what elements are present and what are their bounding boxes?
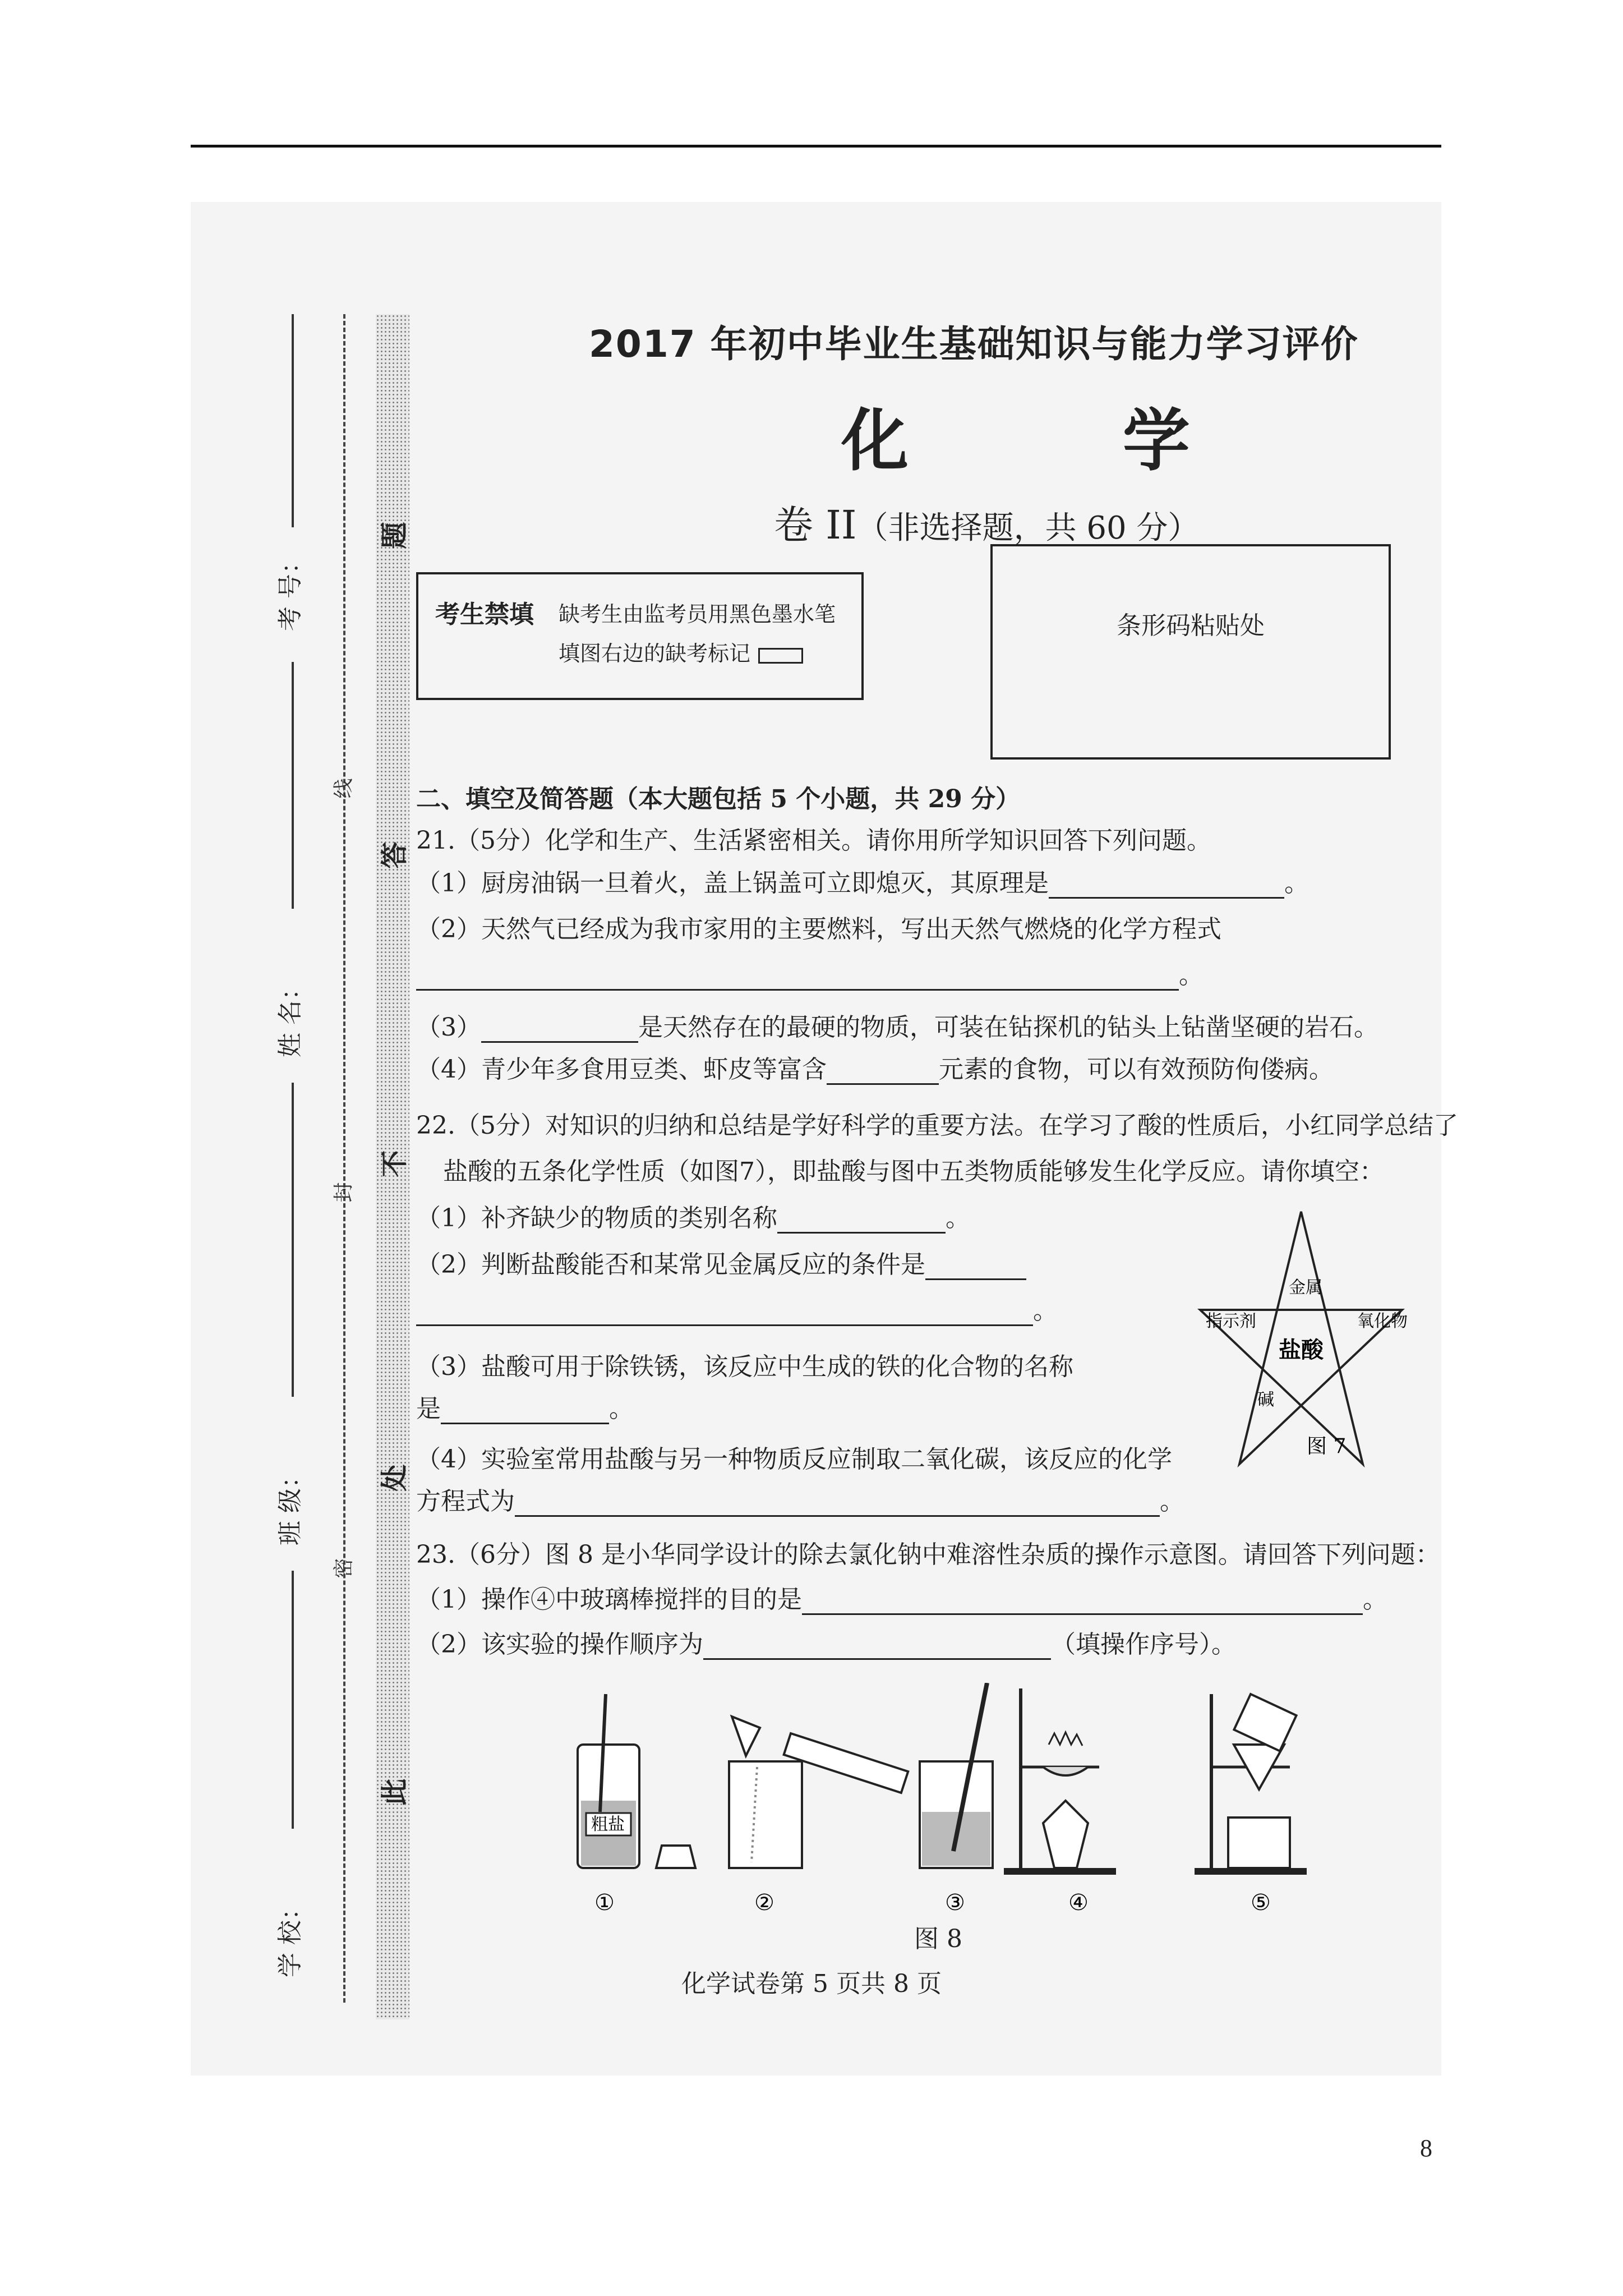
seal-char-3: 不 [379, 1150, 411, 1177]
q23-part1-end: 。 [1363, 1585, 1387, 1614]
q22-part2-text: （2）判断盐酸能否和某常见金属反应的条件是 [416, 1250, 925, 1279]
q22-part1 [416, 1198, 970, 1234]
q21-part4-text: （4）青少年多食用豆类、虾皮等富含 [416, 1055, 827, 1084]
step-label-5: ⑤ [1251, 1890, 1271, 1916]
q21-part4 [416, 1049, 1334, 1085]
q23-part1-blank[interactable] [802, 1591, 1363, 1615]
q21-part1-text: （1）厨房油锅一旦着火，盖上锅盖可立即熄灭，其原理是 [416, 869, 1049, 898]
q22-part4: （4）实验室常用盐酸与另一种物质反应制取二氧化碳，该反应的化学 [416, 1445, 1172, 1474]
q21-part2-blank[interactable] [416, 967, 1179, 991]
q21-stem: 21.（5分）化学和生产、生活紧密相关。请你用所学知识回答下列问题。 [416, 826, 1211, 855]
figure-7-caption: 图 7 [1307, 1435, 1347, 1458]
step5-filtering [1195, 1694, 1307, 1875]
star-base: 碱 [1257, 1390, 1274, 1410]
line-mark: 线 [332, 778, 356, 799]
q21-part1-blank[interactable] [1049, 875, 1284, 899]
q22-part2-blank2[interactable] [416, 1302, 1033, 1326]
q21-part3-num: （3） [416, 1013, 481, 1042]
star-indicator: 指示剂 [1206, 1312, 1256, 1331]
q23-part1-text: （1）操作④中玻璃棒搅拌的目的是 [416, 1585, 802, 1614]
q21-part3-text: 是天然存在的最硬的物质，可装在钻探机的钻头上钻凿坚硬的岩石。 [638, 1013, 1378, 1042]
q21-part2-end: 。 [1179, 961, 1204, 990]
q22-part2-blank[interactable] [925, 1256, 1026, 1280]
q21-part1-end: 。 [1284, 869, 1309, 898]
seal-char-1: 题 [379, 522, 411, 549]
q22-part2 [416, 1244, 1026, 1280]
step3-dissolving [920, 1683, 993, 1868]
seal-mark: 封 [332, 1182, 356, 1203]
step-label-2: ② [754, 1890, 774, 1916]
secret-mark: 密 [332, 1558, 356, 1579]
q21-part4-text2: 元素的食物，可以有效预防佝偻病。 [939, 1055, 1334, 1084]
paper-number: 卷 II [774, 502, 857, 548]
q21-part2: （2）天然气已经成为我市家用的主要燃料，写出天然气燃烧的化学方程式 [416, 915, 1221, 944]
q21-part3-blank[interactable] [481, 1019, 638, 1043]
q22-part1-end: 。 [946, 1204, 970, 1232]
name-blank-top [292, 662, 294, 909]
exam-title: 2017 年初中毕业生基础知识与能力学习评价 [589, 323, 1359, 366]
q22-part4-cont [416, 1481, 1184, 1517]
q22-part3-blank[interactable] [441, 1400, 609, 1424]
barcode-label: 条形码粘贴处 [1117, 611, 1265, 640]
q22-part3-is: 是 [416, 1395, 441, 1423]
page-number: 8 [1420, 2134, 1432, 2162]
paper-subtitle [774, 494, 1199, 550]
exam-no-blank [292, 314, 294, 527]
q22-part3-cont [416, 1388, 634, 1424]
q22-part4-blank[interactable] [515, 1493, 1160, 1517]
q22-stem-1: 22.（5分）对知识的归纳和总结是学好科学的重要方法。在学习了酸的性质后，小红同学总结了 [416, 1111, 1458, 1140]
seal-char-5: 此 [379, 1778, 411, 1806]
q22-part3: （3）盐酸可用于除铁锈，该反应中生成的铁的化合物的名称 [416, 1352, 1073, 1381]
q23-part2-blank[interactable] [703, 1636, 1051, 1660]
q23-part1 [416, 1579, 1387, 1615]
q22-part3-end: 。 [609, 1395, 634, 1423]
absent-box-line1: 缺考生由监考员用黑色墨水笔 [559, 602, 836, 627]
q22-part2-end: 。 [1033, 1296, 1058, 1325]
q23-part2-text: （2）该实验的操作顺序为 [416, 1630, 703, 1659]
absent-box-line2-text: 填图右边的缺考标记 [559, 641, 751, 666]
absent-box-label: 考生禁填 [435, 600, 534, 629]
q23-part2-tail: （填操作序号）。 [1051, 1630, 1236, 1659]
q21-part1 [416, 863, 1309, 899]
section-heading: 二、填空及简答题（本大题包括 5 个小题，共 29 分） [416, 785, 1021, 813]
q22-part1-text: （1）补齐缺少的物质的类别名称 [416, 1204, 777, 1232]
name-label: 姓 名： [276, 976, 305, 1057]
q22-part4-end: 。 [1160, 1487, 1184, 1516]
figure-8-procedure [561, 1683, 1357, 1918]
subject-title: 化 学 [841, 402, 1285, 480]
paper-note: （非选择题，共 60 分） [856, 510, 1200, 546]
seal-char-2: 答 [379, 841, 411, 869]
absent-box [416, 572, 864, 700]
absent-mark-box[interactable] [758, 648, 803, 664]
q22-stem-2: 盐酸的五条化学性质（如图7），即盐酸与图中五类物质能够发生化学反应。请你填空： [443, 1157, 1384, 1186]
name-blank [292, 1083, 294, 1397]
coarse-salt-label: 粗盐 [591, 1815, 625, 1834]
class-blank [292, 1571, 294, 1829]
star-center-hcl: 盐酸 [1279, 1337, 1324, 1363]
seal-char-4: 处 [379, 1464, 411, 1492]
school-label: 学 校： [276, 1895, 305, 1977]
absent-box-line2 [559, 636, 803, 667]
step4-evaporating [1004, 1688, 1116, 1875]
page-footer-text: 化学试卷第 5 页共 8 页 [681, 1970, 942, 1998]
step1-weighing [578, 1694, 695, 1868]
barcode-box [990, 544, 1391, 760]
q22-part1-blank[interactable] [777, 1209, 946, 1234]
q23-part2 [416, 1624, 1236, 1660]
q21-part2-answer [416, 955, 1204, 991]
top-rule [191, 145, 1441, 148]
q23-stem: 23.（6分）图 8 是小华同学设计的除去氯化钠中难溶性杂质的操作示意图。请回答下列问题： [416, 1540, 1440, 1569]
step-label-4: ④ [1068, 1890, 1089, 1916]
figure-8-caption: 图 8 [914, 1925, 962, 1953]
q22-part4-label: 方程式为 [416, 1487, 515, 1516]
step2-pouring [729, 1717, 908, 1868]
exam-no-label: 考 号： [276, 549, 305, 631]
q22-part2-cont [416, 1290, 1058, 1326]
step-label-3: ③ [945, 1890, 965, 1916]
binding-dashed-line [343, 314, 345, 2003]
star-oxide: 氧化物 [1357, 1312, 1408, 1331]
star-metal: 金属 [1289, 1278, 1322, 1297]
figure-7-star [1195, 1206, 1408, 1470]
q21-part3 [416, 1007, 1378, 1043]
class-label: 班 级： [276, 1464, 305, 1545]
step-label-1: ① [594, 1890, 615, 1916]
q21-part4-blank[interactable] [827, 1061, 939, 1085]
